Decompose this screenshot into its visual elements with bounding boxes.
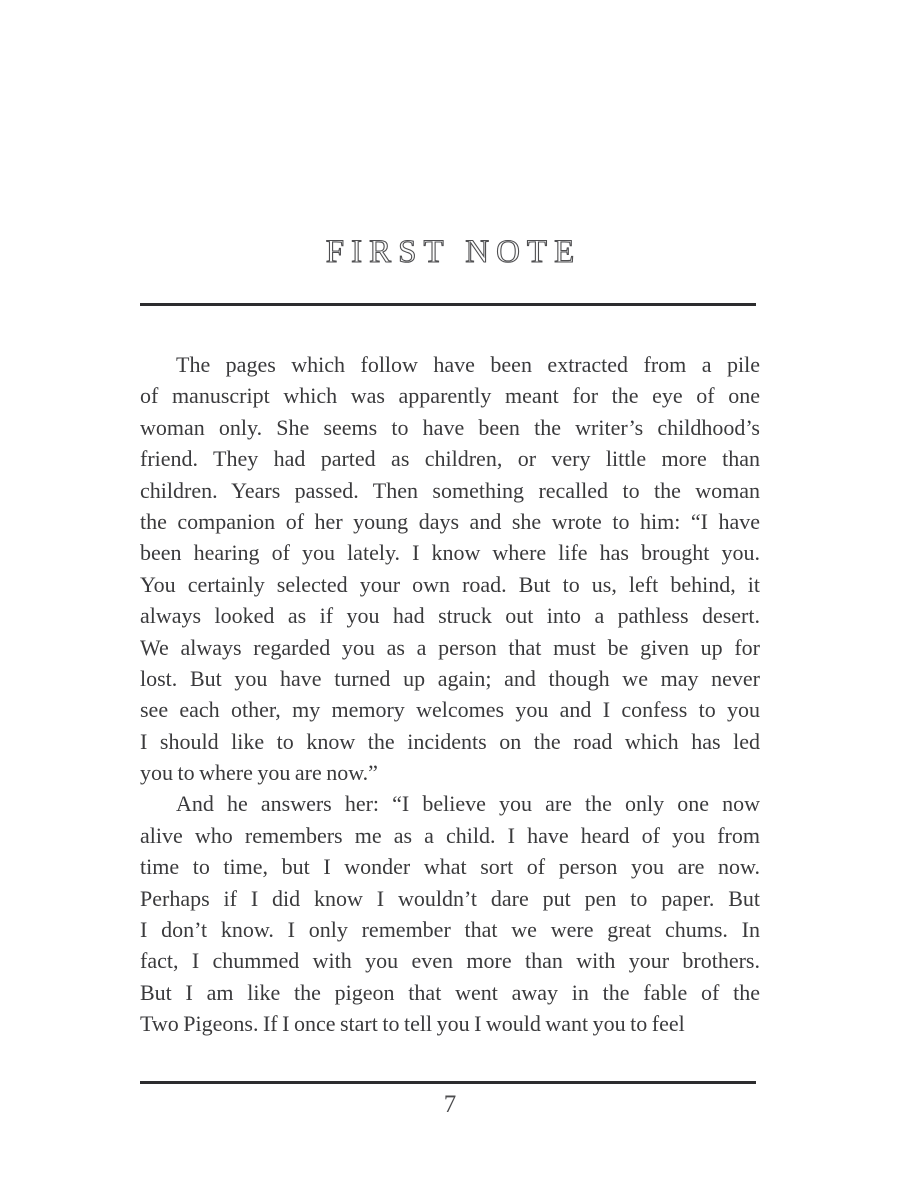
text-line: friend. They had parted as children, or very little more than [140,446,760,472]
text-line: been hearing of you lately. I know where life has brought you. [140,540,760,566]
text-line: We always regarded you as a person that must be given up for [140,634,760,660]
text-line: always looked as if you had struck out into a pathless desert. [140,603,760,629]
page-number: 7 [443,1091,457,1118]
text-line: alive who remembers me as a child. I have heard of you from [140,822,760,848]
text-line: children. Years passed. Then something recalled to the woman [140,477,760,503]
text-line: fact, I chummed with you even more than with your brothers. [140,948,760,974]
text-line: see each other, my memory welcomes you and I confess to you [140,697,760,723]
text-line: The pages which follow have been extracted from a pile [176,352,760,377]
text-line: I don’t know. I only remember that we were great chums. In [140,917,760,943]
top-rule [140,303,756,306]
text-line: you to where you are now.” [140,760,378,786]
text-line: And he answers her: “I believe you are the only one now [176,791,760,817]
text-line: But I am like the pigeon that went away in the fable of the [140,979,760,1005]
text-line: Two Pigeons. If I once start to tell you I would want you to feel [140,1011,685,1037]
text-line: time to time, but I wonder what sort of person you are now. [140,854,760,880]
text-line: the companion of her young days and she wrote to him: “I have [140,508,760,534]
text-line: I should like to know the incidents on the road which has led [140,728,760,754]
chapter-title: FIRST NOTE [325,234,582,270]
text-line: You certainly selected your own road. But to us, left behind, it [140,571,760,597]
text-line: of manuscript which was apparently meant for the eye of one [140,383,760,409]
text-block [140,349,760,1040]
text-line: lost. But you have turned up again; and though we may never [140,665,760,691]
bottom-rule [140,1081,756,1084]
text-line: Perhaps if I did know I wouldn’t dare put pen to paper. But [140,885,760,911]
text-line: woman only. She seems to have been the writer’s childhood’s [140,414,760,440]
